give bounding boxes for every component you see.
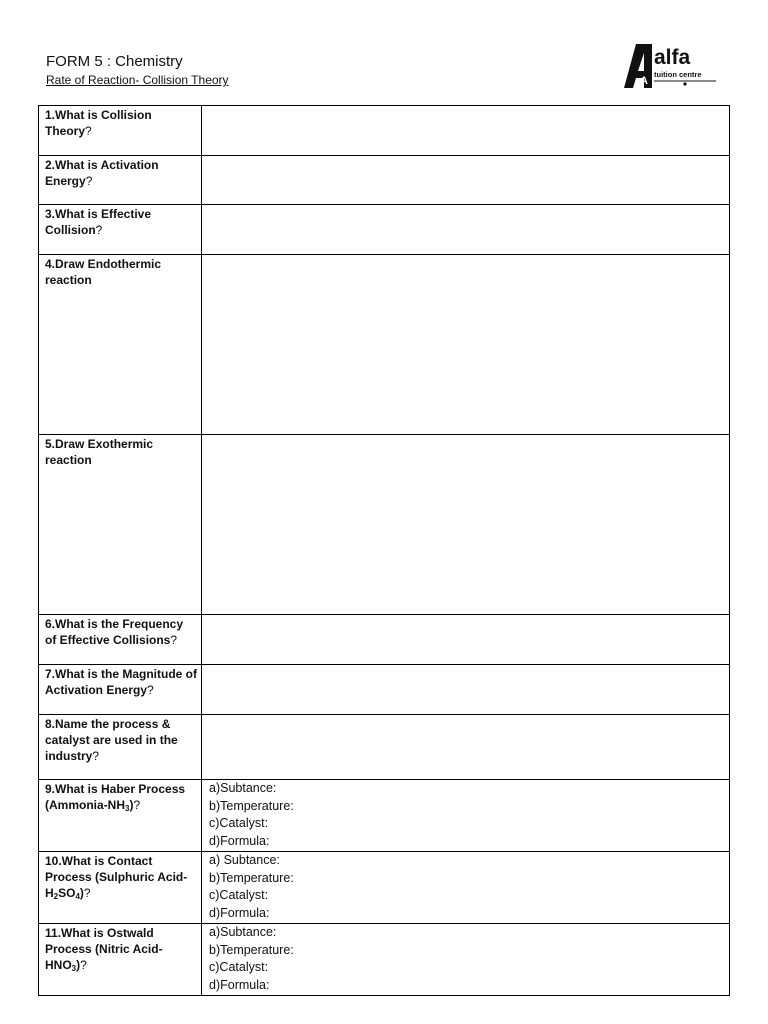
logo-name: alfa	[654, 46, 691, 69]
drawing-area[interactable]	[202, 435, 730, 615]
answer-prompt-catalyst: c)Catalyst:	[209, 888, 269, 902]
answer-prompt-catalyst: c)Catalyst:	[209, 816, 269, 830]
answer-cell[interactable]	[202, 924, 730, 996]
answer-cell[interactable]	[202, 852, 730, 924]
table-row	[39, 156, 730, 205]
question-table	[38, 105, 730, 996]
table-row	[39, 205, 730, 255]
table-row	[39, 924, 730, 996]
table-row	[39, 615, 730, 665]
worksheet-header	[46, 52, 229, 88]
page-subtitle: Rate of Reaction- Collision Theory	[46, 73, 229, 87]
table-row	[39, 255, 730, 435]
alfa-logo	[624, 44, 718, 90]
table-row	[39, 665, 730, 715]
answer-prompt-formula: d)Formula:	[209, 833, 270, 848]
drawing-area[interactable]	[202, 255, 730, 435]
question-cell: 4.Draw Endothermic reaction	[39, 255, 202, 435]
answer-cell[interactable]	[202, 205, 730, 255]
page-title: FORM 5 : Chemistry	[46, 53, 183, 70]
table-row	[39, 852, 730, 924]
answer-cell[interactable]	[202, 106, 730, 156]
answer-prompt-substance: a)Subtance:	[209, 925, 277, 939]
answer-cell[interactable]	[202, 156, 730, 205]
table-row	[39, 435, 730, 615]
answer-prompt-substance: a) Subtance:	[209, 853, 280, 867]
question-cell: 3.What is Effective Collision?	[39, 205, 202, 255]
answer-prompt-formula: d)Formula:	[209, 977, 270, 992]
answer-prompt-substance: a)Subtance:	[209, 781, 277, 795]
question-cell: 8.Name the process & catalyst are used in the industry?	[39, 715, 202, 780]
question-cell: 6.What is the Frequency of Effective Collisions?	[39, 615, 202, 665]
answer-cell[interactable]	[202, 715, 730, 780]
answer-prompt-temperature: b)Temperature:	[209, 942, 294, 957]
answer-cell[interactable]	[202, 665, 730, 715]
question-cell: 5.Draw Exothermic reaction	[39, 435, 202, 615]
table-row	[39, 106, 730, 156]
question-cell: 10.What is Contact Process (Sulphuric Acid-$H_2SO_4$)?	[39, 852, 202, 924]
answer-prompt-temperature: b)Temperature:	[209, 798, 294, 813]
table-row	[39, 780, 730, 852]
answer-cell[interactable]	[202, 780, 730, 852]
question-cell: 9.What is Haber Process $(Ammonia-NH_3)$?	[39, 780, 202, 852]
answer-prompt-temperature: b)Temperature:	[209, 870, 294, 885]
answer-prompt-formula: d)Formula:	[209, 905, 270, 920]
logo-tagline: tuition centre	[654, 70, 702, 79]
question-cell: 1.What is Collision Theory?	[39, 106, 202, 156]
question-cell: 11.What is Ostwald Process (Nitric Acid-$HNO_3$)?	[39, 924, 202, 996]
answer-cell[interactable]	[202, 615, 730, 665]
logo-letter: A	[640, 75, 648, 87]
table-row	[39, 715, 730, 780]
question-cell: 7.What is the Magnitude of Activation Energy?	[39, 665, 202, 715]
question-cell: 2.What is Activation Energy?	[39, 156, 202, 205]
answer-prompt-catalyst: c)Catalyst:	[209, 960, 269, 974]
